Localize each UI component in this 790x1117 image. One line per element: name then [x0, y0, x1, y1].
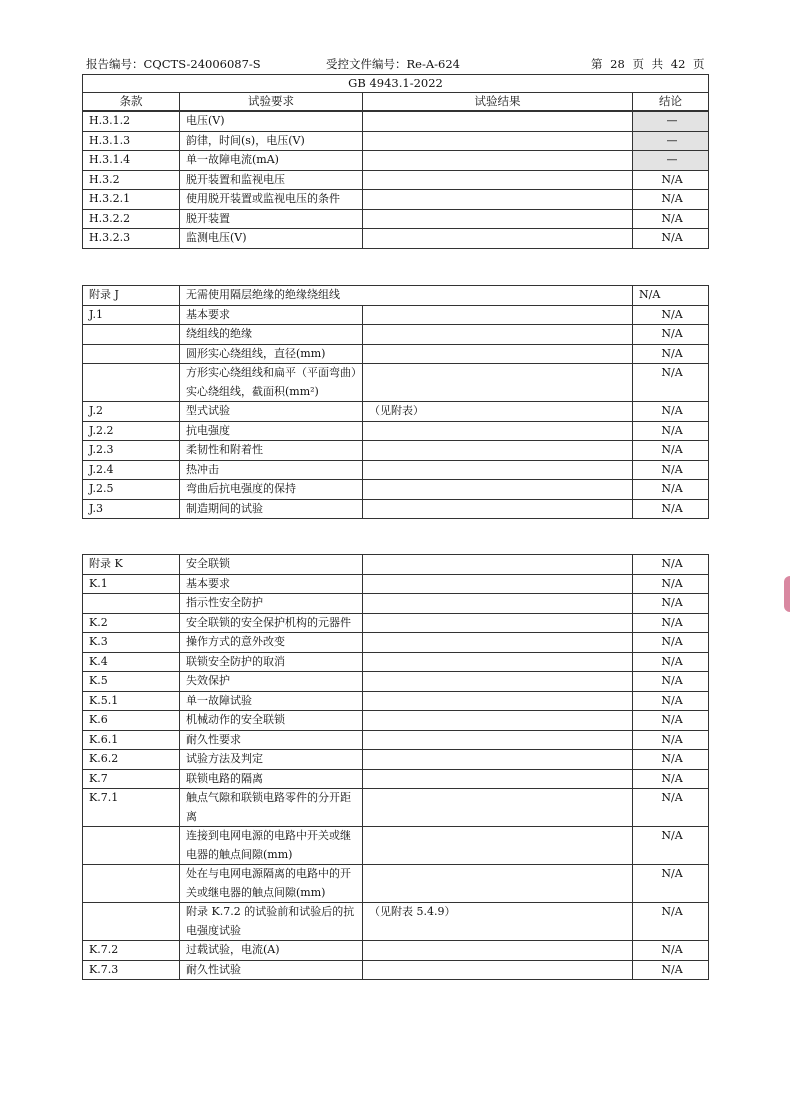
requirement-cell: 监测电压(V) [180, 229, 363, 249]
requirement-cell: 电压(V) [180, 112, 363, 132]
requirement-cell: 柔韧性和附着性 [180, 441, 363, 461]
requirement-cell: 圆形实心绕组线，直径(mm) [180, 344, 363, 364]
result-cell [363, 229, 633, 249]
requirement-cell: 基本要求 [180, 305, 363, 325]
requirement-cell: 绕组线的绝缘 [180, 325, 363, 345]
table-row [83, 865, 709, 903]
verdict-cell: N/A [633, 594, 709, 614]
table-row [83, 131, 709, 151]
verdict-cell: N/A [633, 305, 709, 325]
col-requirement: 试验要求 [180, 93, 363, 111]
requirement-cell: 热冲击 [180, 460, 363, 480]
clause-cell: J.2.5 [83, 480, 180, 500]
table-row [83, 170, 709, 190]
result-cell [363, 633, 633, 653]
verdict-cell: N/A [633, 903, 709, 941]
table-row [83, 460, 709, 480]
requirement-cell: 脱开装置和监视电压 [180, 170, 363, 190]
clause-cell: K.5 [83, 672, 180, 692]
requirement-cell: 制造期间的试验 [180, 499, 363, 519]
result-cell [363, 112, 633, 132]
clause-cell: K.6 [83, 711, 180, 731]
table-row [83, 691, 709, 711]
requirement-cell: 使用脱开装置或监视电压的条件 [180, 190, 363, 210]
clause-cell: J.3 [83, 499, 180, 519]
verdict-cell: N/A [633, 402, 709, 422]
verdict-cell: N/A [633, 229, 709, 249]
col-clause: 条款 [83, 93, 180, 111]
verdict-cell: N/A [633, 691, 709, 711]
result-cell [363, 460, 633, 480]
standard-title: GB 4943.1-2022 [83, 75, 709, 93]
result-cell [363, 170, 633, 190]
clause-cell: 附录 K [83, 555, 180, 575]
table-header [82, 74, 709, 111]
table-row [83, 594, 709, 614]
clause-cell: H.3.1.4 [83, 151, 180, 171]
clause-cell: K.7.3 [83, 960, 180, 980]
requirement-cell: 韵律，时间(s)，电压(V) [180, 131, 363, 151]
report-number: 报告编号：CQCTS-24006087-S [86, 57, 261, 71]
table-row [83, 421, 709, 441]
section-j-table [82, 285, 709, 519]
table-row [83, 151, 709, 171]
verdict-cell: N/A [633, 480, 709, 500]
verdict-cell: N/A [633, 460, 709, 480]
result-cell [363, 421, 633, 441]
requirement-cell: 脱开装置 [180, 209, 363, 229]
clause-cell: H.3.2.2 [83, 209, 180, 229]
verdict-cell: N/A [633, 672, 709, 692]
table-row [83, 672, 709, 692]
table-row [83, 769, 709, 789]
table-row [83, 112, 709, 132]
verdict-cell: N/A [633, 170, 709, 190]
requirement-cell: 失效保护 [180, 672, 363, 692]
table-row [83, 286, 709, 306]
verdict-cell: N/A [633, 325, 709, 345]
result-cell [363, 480, 633, 500]
result-cell [363, 960, 633, 980]
clause-cell: K.2 [83, 613, 180, 633]
result-cell [363, 209, 633, 229]
clause-cell [83, 344, 180, 364]
table-row [83, 903, 709, 941]
requirement-cell: 试验方法及判定 [180, 750, 363, 770]
result-cell [363, 672, 633, 692]
result-cell [363, 613, 633, 633]
result-cell: （见附表） [363, 402, 633, 422]
verdict-cell: N/A [633, 190, 709, 210]
result-cell [363, 789, 633, 827]
section-k-table [82, 554, 709, 980]
requirement-cell: 处在与电网电源隔离的电路中的开关或继电器的触点间隙(mm) [180, 865, 363, 903]
verdict-cell: N/A [633, 499, 709, 519]
table-row [83, 730, 709, 750]
result-cell [363, 865, 633, 903]
requirement-cell: 指示性安全防护 [180, 594, 363, 614]
clause-cell: K.5.1 [83, 691, 180, 711]
verdict-cell: N/A [633, 827, 709, 865]
requirement-cell: 机械动作的安全联锁 [180, 711, 363, 731]
col-result: 试验结果 [363, 93, 633, 111]
verdict-cell: N/A [633, 574, 709, 594]
requirement-cell: 方形实心绕组线和扁平（平面弯曲）实心绕组线，截面积(mm²) [180, 364, 363, 402]
table-row [83, 364, 709, 402]
table-row [83, 574, 709, 594]
result-cell [363, 325, 633, 345]
table-row [83, 441, 709, 461]
clause-cell [83, 364, 180, 402]
verdict-cell: N/A [633, 344, 709, 364]
requirement-cell: 单一故障电流(mA) [180, 151, 363, 171]
table-row [83, 499, 709, 519]
verdict-cell: N/A [633, 286, 709, 306]
verdict-cell: N/A [633, 960, 709, 980]
clause-cell: J.1 [83, 305, 180, 325]
result-cell [363, 574, 633, 594]
result-cell [363, 691, 633, 711]
clause-cell: J.2.2 [83, 421, 180, 441]
result-cell: （见附表 5.4.9） [363, 903, 633, 941]
result-cell [363, 441, 633, 461]
clause-cell: K.6.1 [83, 730, 180, 750]
clause-cell: 附录 J [83, 286, 180, 306]
verdict-cell: N/A [633, 941, 709, 961]
table-row [83, 402, 709, 422]
clause-cell [83, 865, 180, 903]
clause-cell: H.3.2.3 [83, 229, 180, 249]
table-row [83, 555, 709, 575]
requirement-cell: 耐久性试验 [180, 960, 363, 980]
requirement-cell: 无需使用隔层绝缘的绝缘绕组线 [180, 286, 633, 306]
verdict-cell: N/A [633, 364, 709, 402]
clause-cell: H.3.1.2 [83, 112, 180, 132]
requirement-cell: 联锁安全防护的取消 [180, 652, 363, 672]
requirement-cell: 过载试验，电流(A) [180, 941, 363, 961]
table-row [83, 480, 709, 500]
clause-cell: K.3 [83, 633, 180, 653]
requirement-cell: 安全联锁的安全保护机构的元器件 [180, 613, 363, 633]
clause-cell: H.3.2 [83, 170, 180, 190]
table-row [83, 652, 709, 672]
verdict-cell: N/A [633, 865, 709, 903]
verdict-cell: N/A [633, 652, 709, 672]
verdict-cell: N/A [633, 613, 709, 633]
clause-cell: J.2.3 [83, 441, 180, 461]
result-cell [363, 769, 633, 789]
col-verdict: 结论 [633, 93, 709, 111]
clause-cell: K.6.2 [83, 750, 180, 770]
verdict-cell: N/A [633, 789, 709, 827]
result-cell [363, 305, 633, 325]
table-row [83, 305, 709, 325]
requirement-cell: 连接到电网电源的电路中开关或继电器的触点间隙(mm) [180, 827, 363, 865]
table-row [83, 190, 709, 210]
section-h-table [82, 111, 709, 249]
result-cell [363, 151, 633, 171]
result-cell [363, 711, 633, 731]
controlled-doc-number: 受控文件编号：Re-A-624 [326, 57, 460, 71]
table-row [83, 941, 709, 961]
clause-cell: K.4 [83, 652, 180, 672]
clause-cell: H.3.1.3 [83, 131, 180, 151]
verdict-cell: N/A [633, 441, 709, 461]
clause-cell [83, 594, 180, 614]
table-row [83, 960, 709, 980]
result-cell [363, 750, 633, 770]
clause-cell: K.7 [83, 769, 180, 789]
clause-cell: H.3.2.1 [83, 190, 180, 210]
result-cell [363, 131, 633, 151]
clause-cell [83, 827, 180, 865]
requirement-cell: 联锁电路的隔离 [180, 769, 363, 789]
table-row [83, 750, 709, 770]
clause-cell: J.2 [83, 402, 180, 422]
result-cell [363, 652, 633, 672]
page-number: 第 28 页 共 42 页 [591, 57, 705, 71]
result-cell [363, 730, 633, 750]
clause-cell [83, 325, 180, 345]
verdict-cell: N/A [633, 711, 709, 731]
result-cell [363, 594, 633, 614]
table-row [83, 325, 709, 345]
result-cell [363, 499, 633, 519]
result-cell [363, 941, 633, 961]
verdict-cell: N/A [633, 555, 709, 575]
clause-cell: K.7.2 [83, 941, 180, 961]
requirement-cell: 单一故障试验 [180, 691, 363, 711]
table-row [83, 711, 709, 731]
result-cell [363, 555, 633, 575]
result-cell [363, 827, 633, 865]
table-row [83, 613, 709, 633]
table-row [83, 789, 709, 827]
verdict-cell: N/A [633, 421, 709, 441]
clause-cell: J.2.4 [83, 460, 180, 480]
result-cell [363, 364, 633, 402]
requirement-cell: 弯曲后抗电强度的保持 [180, 480, 363, 500]
table-row [83, 209, 709, 229]
requirement-cell: 触点气隙和联锁电路零件的分开距离 [180, 789, 363, 827]
verdict-cell: N/A [633, 769, 709, 789]
table-row [83, 633, 709, 653]
clause-cell: K.1 [83, 574, 180, 594]
result-cell [363, 190, 633, 210]
verdict-cell: — [633, 151, 709, 171]
requirement-cell: 操作方式的意外改变 [180, 633, 363, 653]
table-row [83, 827, 709, 865]
requirement-cell: 耐久性要求 [180, 730, 363, 750]
requirement-cell: 安全联锁 [180, 555, 363, 575]
verdict-cell: — [633, 131, 709, 151]
requirement-cell: 抗电强度 [180, 421, 363, 441]
requirement-cell: 基本要求 [180, 574, 363, 594]
table-row [83, 229, 709, 249]
verdict-cell: — [633, 112, 709, 132]
verdict-cell: N/A [633, 730, 709, 750]
result-cell [363, 344, 633, 364]
verdict-cell: N/A [633, 633, 709, 653]
verdict-cell: N/A [633, 209, 709, 229]
verdict-cell: N/A [633, 750, 709, 770]
clause-cell [83, 903, 180, 941]
page-edge-mark [784, 576, 790, 612]
requirement-cell: 附录 K.7.2 的试验前和试验后的抗电强度试验 [180, 903, 363, 941]
table-row [83, 344, 709, 364]
clause-cell: K.7.1 [83, 789, 180, 827]
requirement-cell: 型式试验 [180, 402, 363, 422]
